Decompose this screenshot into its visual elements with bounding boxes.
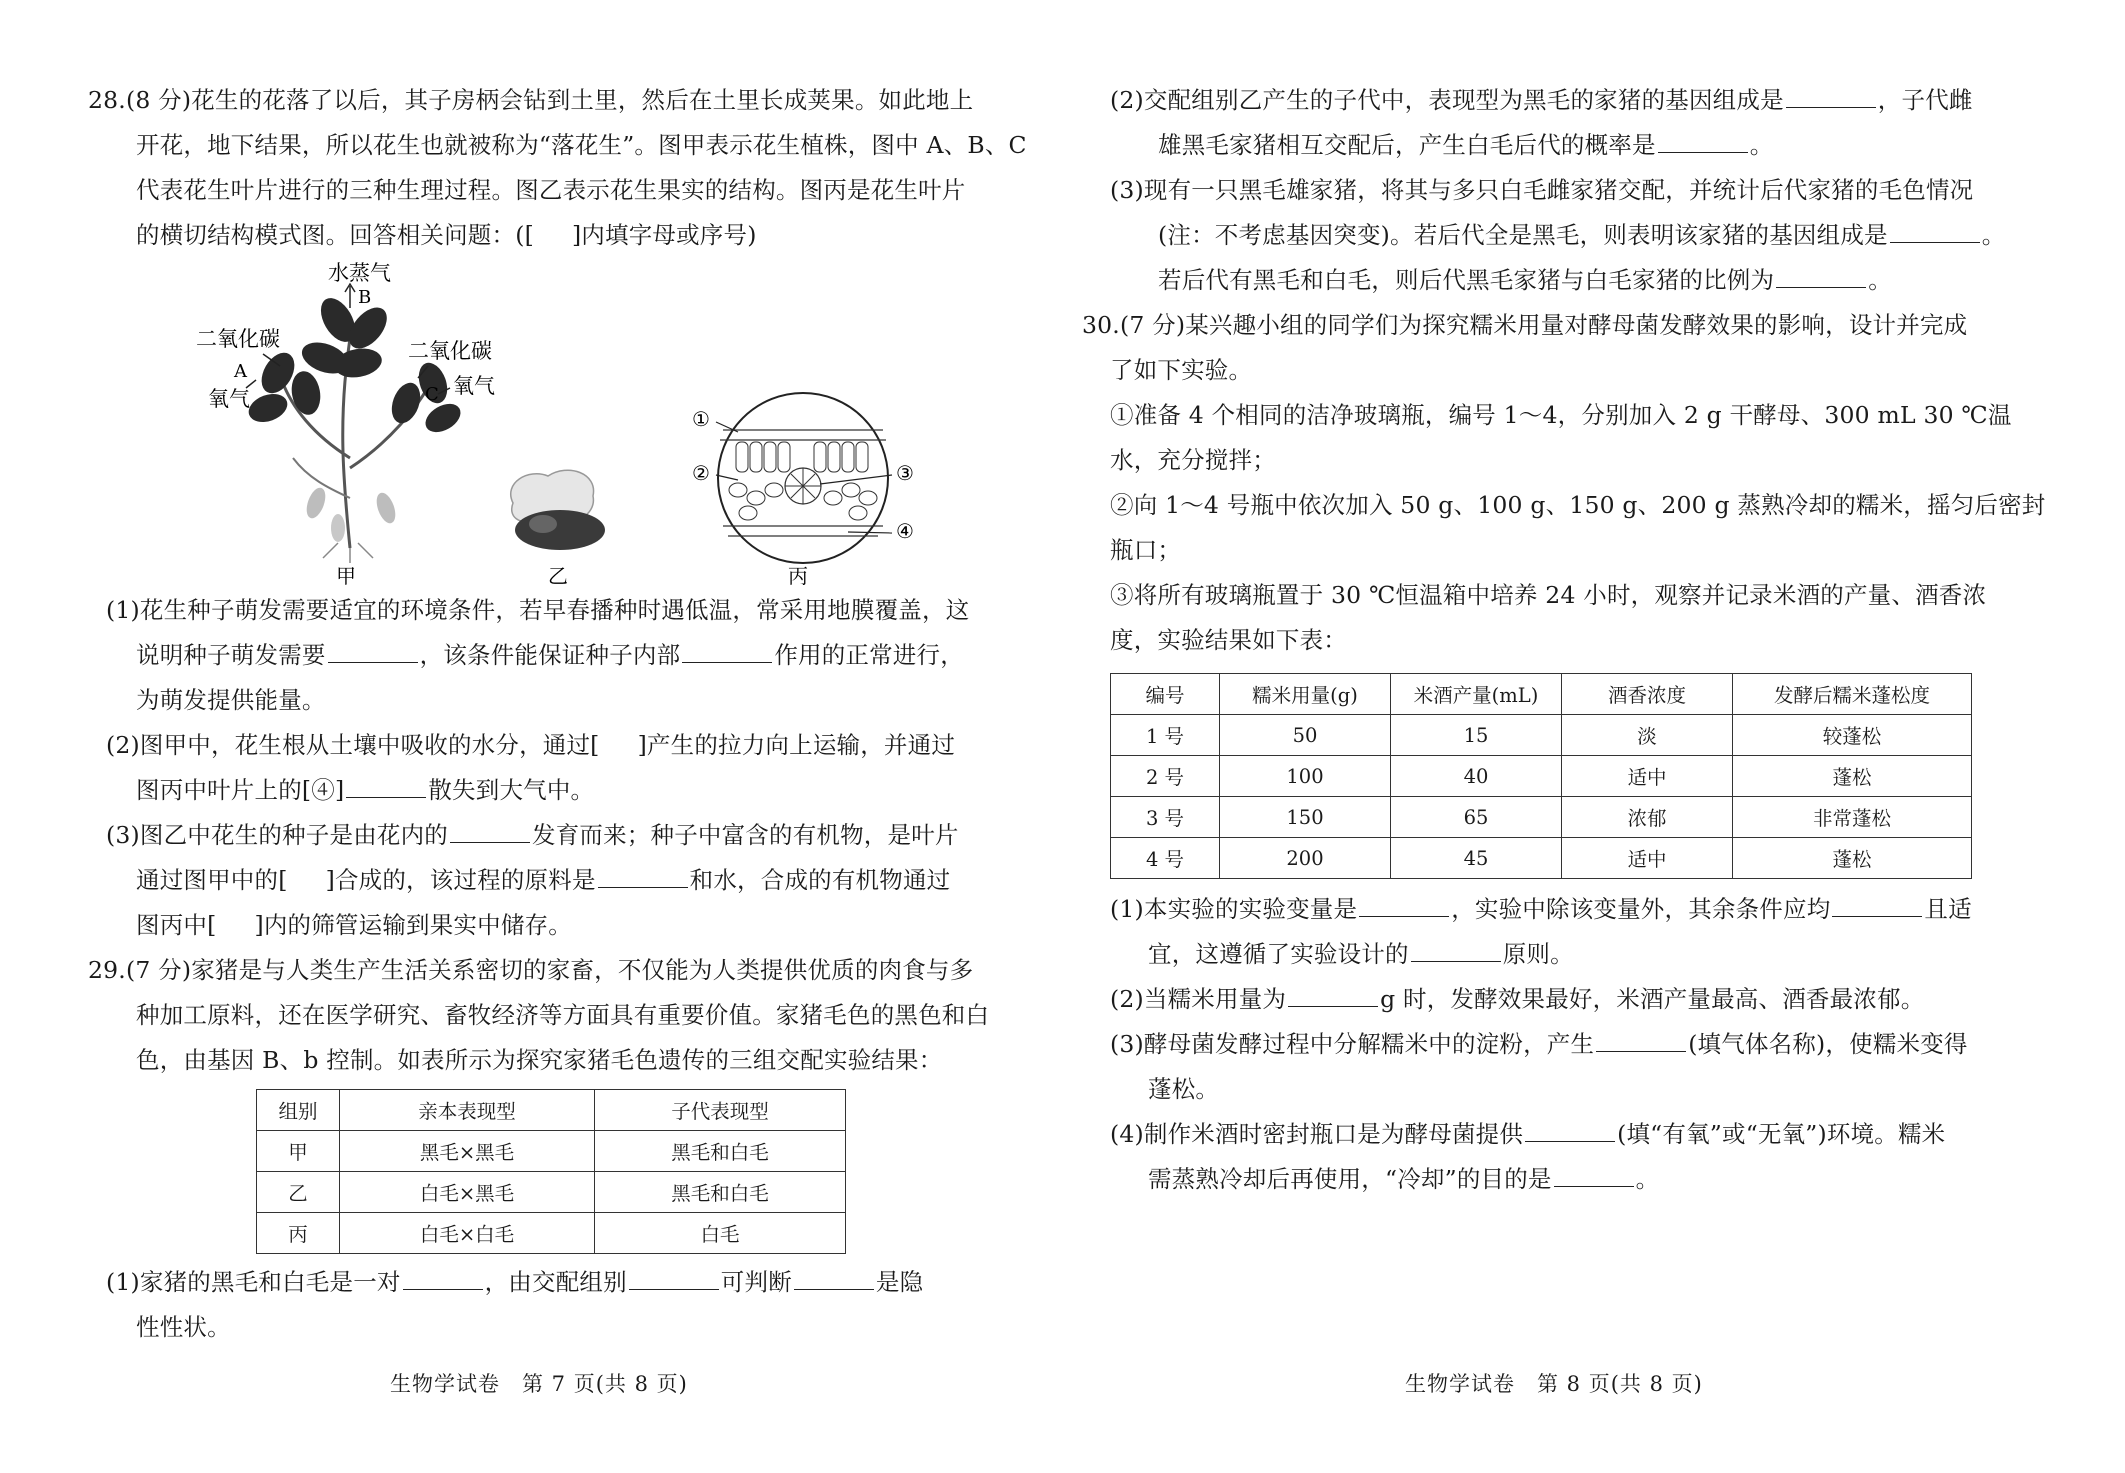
q30-line-2: 了如下实验。 xyxy=(1110,356,1253,384)
q30-line-8: 度，实验结果如下表： xyxy=(1110,626,1347,654)
table-row xyxy=(1111,715,1972,756)
answer-blank[interactable] xyxy=(1554,1158,1634,1187)
table-cell: 黑毛和白毛 xyxy=(595,1131,846,1172)
q30-sub4-line-2: 需蒸熟冷却后再使用，“冷却”的目的是 。 xyxy=(1110,1157,1990,1202)
table-cell: 蓬松 xyxy=(1733,838,1972,879)
answer-blank[interactable] xyxy=(1411,933,1501,962)
table-header-cell: 编号 xyxy=(1111,674,1220,715)
answer-blank[interactable] xyxy=(1776,259,1866,288)
table-cell: 黑毛和白毛 xyxy=(595,1172,846,1213)
label-4: ④ xyxy=(896,519,914,543)
table-cell: 1 号 xyxy=(1111,715,1220,756)
table-header-cell: 糯米用量(g) xyxy=(1220,674,1391,715)
table-cell: 45 xyxy=(1391,838,1562,879)
table-cell: 200 xyxy=(1220,838,1391,879)
peanut-fruit-drawing xyxy=(511,470,605,550)
q30-line-1: 30.(7 分)某兴趣小组的同学们为探究糯米用量对酵母菌发酵效果的影响，设计并完成 xyxy=(1082,311,1968,339)
answer-blank[interactable] xyxy=(1890,214,1980,243)
table-cell: 40 xyxy=(1391,756,1562,797)
q29-sub2-line-1: (2)交配组别乙产生的子代中，表现型为黑毛的家猪的基因组成是 ，子代雌 xyxy=(1110,78,1990,123)
table-cell: 非常蓬松 xyxy=(1733,797,1972,838)
table-header-cell: 子代表现型 xyxy=(595,1090,846,1131)
left-page xyxy=(88,78,1027,1350)
table-cell: 丙 xyxy=(257,1213,340,1254)
label-o2-right: 氧气 xyxy=(453,374,495,398)
caption-jia: 甲 xyxy=(336,564,356,588)
q30-table xyxy=(1110,673,1972,879)
table-cell: 150 xyxy=(1220,797,1391,838)
label-o2-left: 氧气 xyxy=(208,387,250,411)
q28-sub1-line-1: (1)花生种子萌发需要适宜的环境条件，若早春播种时遇低温，常采用地膜覆盖，这 xyxy=(106,596,970,624)
answer-blank[interactable] xyxy=(403,1261,483,1290)
table-cell: 白毛 xyxy=(595,1213,846,1254)
table-cell: 15 xyxy=(1391,715,1562,756)
q29-sub2-line-2: 雄黑毛家猪相互交配后，产生白毛后代的概率是 。 xyxy=(1110,123,1990,168)
table-row xyxy=(1111,838,1972,879)
answer-blank[interactable] xyxy=(1832,888,1922,917)
table-cell: 2 号 xyxy=(1111,756,1220,797)
q28-line-3: 代表花生叶片进行的三种生理过程。图乙表示花生果实的结构。图丙是花生叶片 xyxy=(136,176,966,204)
q30-sub3-line-1: (3)酵母菌发酵过程中分解糯米中的淀粉，产生 (填气体名称)，使糯米变得 xyxy=(1110,1022,1990,1067)
q28-sub3-line-3: 图丙中[ ]内的筛管运输到果实中储存。 xyxy=(136,911,572,939)
q30-line-5: ②向 1～4 号瓶中依次加入 50 g、100 g、150 g、200 g 蒸熟冷却的糯米，摇匀后密封 xyxy=(1110,491,2046,519)
table-cell: 乙 xyxy=(257,1172,340,1213)
q30-sub4-line-1: (4)制作米酒时密封瓶口是为酵母菌提供 (填“有氧”或“无氧”)环境。糯米 xyxy=(1110,1112,1990,1157)
answer-blank[interactable] xyxy=(598,859,688,888)
answer-blank[interactable] xyxy=(1525,1113,1615,1142)
q28-sub3-line-1: (3)图乙中花生的种子是由花内的 发育而来；种子中富含的有机物，是叶片 xyxy=(88,813,993,858)
table-cell: 白毛×黑毛 xyxy=(340,1172,595,1213)
table-row xyxy=(1111,797,1972,838)
table-cell: 白毛×白毛 xyxy=(340,1213,595,1254)
answer-blank[interactable] xyxy=(328,634,418,663)
table-row xyxy=(257,1172,846,1213)
table-header-cell: 米酒产量(mL) xyxy=(1391,674,1562,715)
table-cell: 浓郁 xyxy=(1562,797,1733,838)
table-row xyxy=(1111,756,1972,797)
answer-blank[interactable] xyxy=(1359,888,1449,917)
table-cell: 较蓬松 xyxy=(1733,715,1972,756)
q29-sub3-line-2: (注：不考虑基因突变)。若后代全是黑毛，则表明该家猪的基因组成是 。 xyxy=(1110,213,1990,258)
right-page xyxy=(1082,78,2046,1202)
q28-sub2-line-2: 图丙中叶片上的[④] 散失到大气中。 xyxy=(88,768,993,813)
answer-blank[interactable] xyxy=(346,769,426,798)
table-header-row xyxy=(1111,674,1972,715)
table-cell: 4 号 xyxy=(1111,838,1220,879)
caption-yi: 乙 xyxy=(548,564,568,588)
q29-sub3-line-3: 若后代有黑毛和白毛，则后代黑毛家猪与白毛家猪的比例为 。 xyxy=(1110,258,1990,303)
q30-sub3-line-2: 蓬松。 xyxy=(1148,1075,1220,1103)
q29-sub1-line-2: 性性状。 xyxy=(136,1313,231,1341)
q29-line-3: 色，由基因 B、b 控制。如表所示为探究家猪毛色遗传的三组交配实验结果： xyxy=(136,1046,943,1074)
q29-sub3-line-1: (3)现有一只黑毛雄家猪，将其与多只白毛雌家猪交配，并统计后代家猪的毛色情况 xyxy=(1110,176,1974,204)
caption-bing: 丙 xyxy=(788,564,808,588)
q30-line-4: 水，充分搅拌； xyxy=(1110,446,1276,474)
table-header-cell: 亲本表现型 xyxy=(340,1090,595,1131)
table-header-cell: 发酵后糯米蓬松度 xyxy=(1733,674,1972,715)
table-row xyxy=(257,1213,846,1254)
leaf-cross-section-drawing xyxy=(718,393,888,563)
q28-figure xyxy=(88,258,993,588)
q30-sub1-line-1: (1)本实验的实验变量是 ，实验中除该变量外，其余条件应均 且适 xyxy=(1110,887,1990,932)
q28-sub2-line-1: (2)图甲中，花生根从土壤中吸收的水分，通过[ ]产生的拉力向上运输，并通过 xyxy=(106,731,956,759)
table-cell: 100 xyxy=(1220,756,1391,797)
footer-right: 生物学试卷 第 8 页(共 8 页) xyxy=(1405,1372,1703,1396)
q29-line-1: 29.(7 分)家猪是与人类生产生活关系密切的家畜，不仅能为人类提供优质的肉食与多 xyxy=(88,956,974,984)
table-cell: 65 xyxy=(1391,797,1562,838)
label-vapor: 水蒸气 xyxy=(328,261,391,285)
table-header-cell: 组别 xyxy=(257,1090,340,1131)
label-co2-left: 二氧化碳 xyxy=(196,327,280,351)
label-2: ② xyxy=(692,461,710,485)
q30-line-6: 瓶口； xyxy=(1110,536,1182,564)
answer-blank[interactable] xyxy=(629,1261,719,1290)
answer-blank[interactable] xyxy=(1786,79,1876,108)
table-cell: 蓬松 xyxy=(1733,756,1972,797)
table-cell: 甲 xyxy=(257,1131,340,1172)
answer-blank[interactable] xyxy=(1596,1023,1686,1052)
table-cell: 3 号 xyxy=(1111,797,1220,838)
answer-blank[interactable] xyxy=(1288,978,1378,1007)
q29-table xyxy=(256,1089,846,1254)
answer-blank[interactable] xyxy=(794,1261,874,1290)
table-header-cell: 酒香浓度 xyxy=(1562,674,1733,715)
table-cell: 50 xyxy=(1220,715,1391,756)
table-cell: 适中 xyxy=(1562,838,1733,879)
answer-blank[interactable] xyxy=(682,634,772,663)
peanut-figure-svg xyxy=(88,258,993,588)
q28-line-1: 28.(8 分)花生的花落了以后，其子房柄会钻到土里，然后在土里长成荚果。如此地上 xyxy=(88,86,974,114)
label-c: C xyxy=(425,384,439,405)
q28-sub1-line-2: 说明种子萌发需要 ，该条件能保证种子内部 作用的正常进行， xyxy=(88,633,993,678)
q30-line-7: ③将所有玻璃瓶置于 30 ℃恒温箱中培养 24 小时，观察并记录米酒的产量、酒香浓 xyxy=(1110,581,1987,609)
q28-line-2: 开花，地下结果，所以花生也就被称为“落花生”。图甲表示花生植株，图中 A、B、C xyxy=(136,131,1027,159)
label-b: B xyxy=(358,287,372,308)
q28-sub3-line-2: 通过图甲中的[ ]合成的，该过程的原料是 和水，合成的有机物通过 xyxy=(88,858,993,903)
q28-sub1-line-3: 为萌发提供能量。 xyxy=(136,686,326,714)
q30-line-3: ①准备 4 个相同的洁净玻璃瓶，编号 1～4，分别加入 2 g 干酵母、300 mL 30 ℃温 xyxy=(1110,401,2012,429)
label-co2-right: 二氧化碳 xyxy=(408,339,492,363)
answer-blank[interactable] xyxy=(1658,124,1748,153)
label-a: A xyxy=(234,361,247,382)
table-cell: 淡 xyxy=(1562,715,1733,756)
table-cell: 黑毛×黑毛 xyxy=(340,1131,595,1172)
q29-line-2: 种加工原料，还在医学研究、畜牧经济等方面具有重要价值。家猪毛色的黑色和白 xyxy=(136,1001,990,1029)
q28-line-4: 的横切结构模式图。回答相关问题：([ ]内填字母或序号) xyxy=(136,221,757,249)
q30-sub2-line: (2)当糯米用量为 g 时，发酵效果最好，米酒产量最高、酒香最浓郁。 xyxy=(1110,977,1990,1022)
q30-sub1-line-2: 宜，这遵循了实验设计的 原则。 xyxy=(1110,932,1990,977)
label-1: ① xyxy=(692,407,710,431)
answer-blank[interactable] xyxy=(450,814,530,843)
table-cell: 适中 xyxy=(1562,756,1733,797)
q29-sub1-line-1: (1)家猪的黑毛和白毛是一对 ，由交配组别 可判断 是隐 xyxy=(88,1260,993,1305)
footer-left: 生物学试卷 第 7 页(共 8 页) xyxy=(390,1372,688,1396)
table-row xyxy=(257,1131,846,1172)
label-3: ③ xyxy=(896,461,914,485)
table-header-row xyxy=(257,1090,846,1131)
